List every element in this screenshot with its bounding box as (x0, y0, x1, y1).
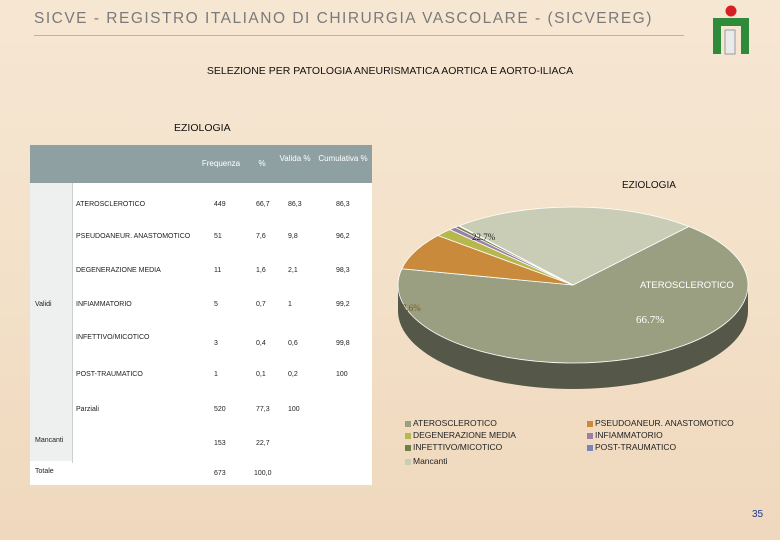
legend-item (587, 442, 676, 452)
table-cell-cumulativa: 100 (336, 371, 348, 378)
pie-data-label: ATEROSCLEROTICO (640, 280, 734, 291)
col-header-cumulativa: Cumulativa % (318, 154, 368, 163)
legend-swatch (405, 445, 411, 451)
table-row-label: PSEUDOANEUR. ANASTOMOTICO (76, 233, 191, 240)
table-cell-frequenza: 11 (214, 267, 222, 274)
table-row-label: DEGENERAZIONE MEDIA (76, 267, 161, 274)
page-number: 35 (752, 509, 764, 520)
mancanti-label: Mancanti (35, 437, 64, 444)
table-header (30, 145, 372, 183)
header-divider (34, 35, 684, 36)
table-cell-frequenza: 449 (214, 201, 226, 208)
table-cell-frequenza: 5 (214, 301, 218, 308)
legend-label: Mancanti (413, 456, 448, 466)
legend-item (405, 456, 448, 466)
legend-label: INFETTIVO/MICOTICO (413, 442, 503, 452)
header-title: SICVE - REGISTRO ITALIANO DI CHIRURGIA VASCOLARE - (SICVEREG) (34, 10, 653, 27)
table-cell-percent: 0,1 (256, 371, 266, 378)
table-row-label: ATEROSCLEROTICO (76, 201, 146, 208)
col-header-valida: Valida % (279, 154, 311, 163)
table-cell-percent: 0,7 (256, 301, 266, 308)
table-cell-valida: 2,1 (288, 267, 298, 274)
table-cell-percent: 7,6 (256, 233, 266, 240)
mancanti-pct: 22,7 (256, 440, 270, 447)
table-divider (72, 183, 73, 463)
table-row-label: INFETTIVO/MICOTICO (76, 334, 150, 341)
legend-item (587, 430, 663, 440)
table-row-label: Parziali (76, 406, 99, 413)
legend-item (587, 418, 734, 428)
table-cell-valida: 1 (288, 301, 292, 308)
legend-label: POST-TRAUMATICO (595, 442, 677, 452)
table-cell-percent: 1,6 (256, 267, 266, 274)
table-cell-frequenza: 3 (214, 340, 218, 347)
legend-item (405, 430, 516, 440)
table-cell-cumulativa: 99,2 (336, 301, 350, 308)
legend-swatch (405, 433, 411, 439)
totale-freq: 673 (214, 470, 226, 477)
legend-item (405, 442, 502, 452)
col-header-frequenza: Frequenza (201, 159, 241, 168)
legend-swatch (587, 421, 593, 427)
table-cell-valida: 0,2 (288, 371, 298, 378)
pie-data-label: 22.7% (472, 232, 496, 242)
totale-pct: 100,0 (254, 470, 272, 477)
validi-label: Validi (35, 301, 52, 308)
pie-chart (378, 195, 758, 410)
table-cell-frequenza: 51 (214, 233, 222, 240)
table-cell-percent: 66,7 (256, 201, 270, 208)
table-cell-cumulativa: 99,8 (336, 340, 350, 347)
table-cell-frequenza: 1 (214, 371, 218, 378)
table-cell-frequenza: 520 (214, 406, 226, 413)
pie-data-label: 66.7% (636, 314, 665, 326)
table-cell-valida: 100 (288, 406, 300, 413)
table-cell-valida: 9,8 (288, 233, 298, 240)
mancanti-freq: 153 (214, 440, 226, 447)
table-cell-cumulativa: 96,2 (336, 233, 350, 240)
chart-title: EZIOLOGIA (622, 180, 676, 191)
table-cell-percent: 0,4 (256, 340, 266, 347)
page-subtitle: SELEZIONE PER PATOLOGIA ANEURISMATICA AORTICA E AORTO-ILIACA (206, 65, 574, 77)
col-header-percent: % (258, 159, 266, 168)
table-cell-cumulativa: 86,3 (336, 201, 350, 208)
table-row-label: POST-TRAUMATICO (76, 371, 143, 378)
table-row-label: INFIAMMATORIO (76, 301, 132, 308)
totale-label: Totale (35, 468, 54, 475)
legend-swatch (587, 433, 593, 439)
legend-label: ATEROSCLEROTICO (413, 418, 497, 428)
section-title: EZIOLOGIA (174, 122, 231, 134)
legend-label: DEGENERAZIONE MEDIA (413, 430, 516, 440)
legend-swatch (405, 459, 411, 465)
sicve-logo (707, 4, 753, 58)
legend-swatch (405, 421, 411, 427)
legend-swatch (587, 445, 593, 451)
pie-data-label: 7.6% (402, 303, 421, 313)
legend-label: INFIAMMATORIO (595, 430, 663, 440)
table-cell-valida: 0,6 (288, 340, 298, 347)
legend-label: PSEUDOANEUR. ANASTOMOTICO (595, 418, 734, 428)
frequency-table (30, 145, 372, 485)
legend-item (405, 418, 497, 428)
table-cell-valida: 86,3 (288, 201, 302, 208)
table-cell-percent: 77,3 (256, 406, 270, 413)
table-cell-cumulativa: 98,3 (336, 267, 350, 274)
